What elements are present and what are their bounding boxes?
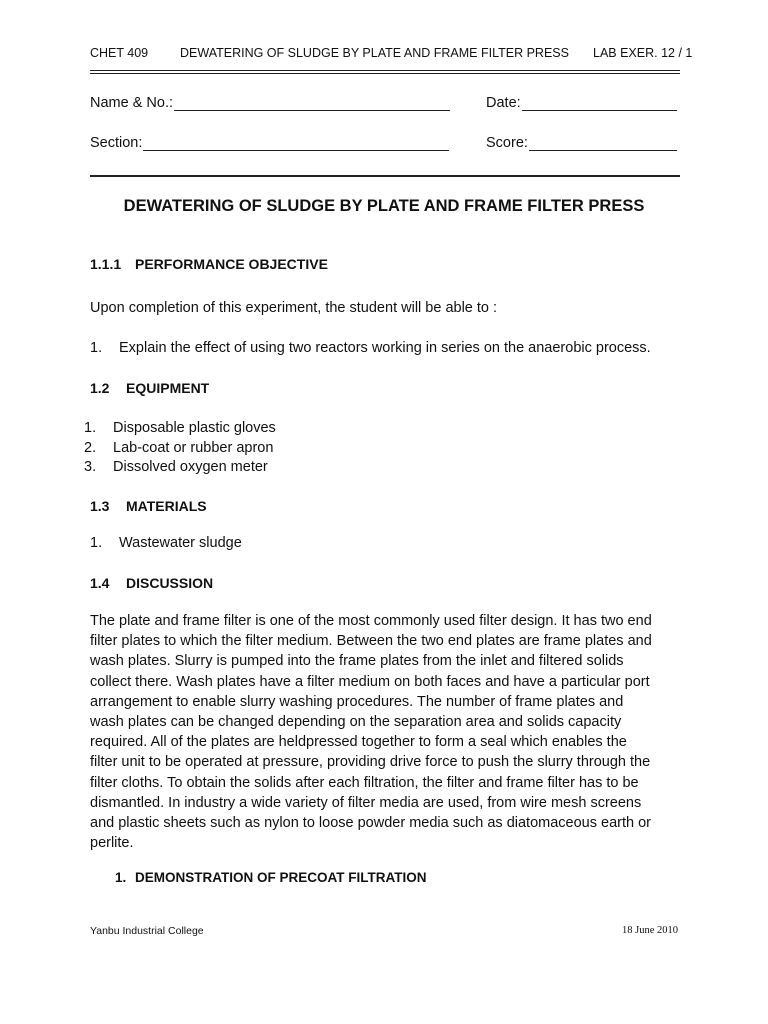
exercise-number: LAB EXER. 12 / 1	[593, 46, 693, 60]
course-code: CHET 409	[90, 46, 149, 60]
paragraph-line: filter cloths. To obtain the solids after each filtration, the filter and frame filter has to be	[90, 774, 639, 791]
list-number: 2.	[84, 440, 97, 456]
paragraph-line: The plate and frame filter is one of the most commonly used filter design. It has two end	[90, 613, 652, 629]
list-text: Wastewater sludge	[119, 535, 242, 551]
discussion-paragraph	[90, 611, 677, 853]
equipment-number: 1.2	[90, 380, 110, 396]
equipment-heading-text: EQUIPMENT	[126, 380, 210, 396]
paragraph-line: wash plates can be changed depending on the separation area and solids capacity	[90, 714, 622, 731]
paragraph-line: required. All of the plates are heldpressed together to form a seal which enables the	[90, 734, 627, 751]
name-label: Name & No.:	[90, 95, 173, 111]
section-field[interactable]	[90, 135, 449, 151]
list-number: 1.	[90, 340, 103, 356]
list-text: Explain the effect of using two reactors working in series on the anaerobic process.	[119, 340, 651, 356]
list-number: 1.	[84, 420, 97, 436]
date-label: Date:	[486, 95, 521, 111]
section-blank[interactable]	[143, 136, 449, 151]
materials-number: 1.3	[90, 498, 110, 514]
paragraph-line: collect there. Wash plates have a filter medium on both faces and have a particular port	[90, 673, 650, 690]
objective-intro: Upon completion of this experiment, the student will be able to :	[90, 300, 498, 316]
discussion-heading	[90, 575, 213, 591]
equipment-heading	[90, 380, 209, 396]
score-blank[interactable]	[529, 136, 677, 151]
materials-heading	[90, 498, 207, 514]
objective-number: 1.1.1	[90, 256, 122, 272]
paragraph-line: filter plates to which the filter medium. Between the two end plates are frame plates and	[90, 633, 652, 650]
section-label: Section:	[90, 135, 143, 151]
header-rule-top	[90, 70, 680, 71]
document-title: DEWATERING OF SLUDGE BY PLATE AND FRAME FILTER PRESS	[123, 197, 645, 215]
paragraph-line: wash plates. Slurry is pumped into the frame plates from the inlet and filtered solids	[90, 653, 624, 670]
paragraph-line: perlite.	[90, 835, 134, 852]
score-label: Score:	[486, 135, 528, 151]
objective-heading-text: PERFORMANCE OBJECTIVE	[135, 256, 328, 272]
demo-heading	[115, 870, 426, 885]
date-field[interactable]	[486, 95, 677, 111]
footer-institution: Yanbu Industrial College	[90, 925, 204, 937]
header-rule-bottom	[90, 73, 680, 74]
list-number: 3.	[84, 459, 97, 475]
paragraph-line: dismantled. In industry a wide variety of filter media are used, from wire mesh screens	[90, 794, 642, 811]
date-blank[interactable]	[522, 96, 677, 111]
paragraph-line: and plastic sheets such as nylon to loose powder media such as diatomaceous earth or	[90, 815, 651, 832]
list-text: Dissolved oxygen meter	[113, 459, 268, 475]
running-header	[90, 46, 693, 62]
discussion-number: 1.4	[90, 575, 110, 591]
list-text: Disposable plastic gloves	[113, 420, 276, 436]
list-text: Lab-coat or rubber apron	[113, 440, 274, 456]
name-blank[interactable]	[174, 96, 450, 111]
paragraph-line: arrangement to enable slurry washing procedures. The number of frame plates and	[90, 693, 624, 710]
footer-date: 18 June 2010	[622, 925, 678, 936]
score-field[interactable]	[486, 135, 677, 151]
objective-heading	[90, 256, 328, 272]
materials-heading-text: MATERIALS	[126, 498, 207, 514]
demo-number: 1.	[115, 870, 127, 885]
discussion-heading-text: DISCUSSION	[126, 575, 214, 591]
list-number: 1.	[90, 535, 103, 551]
header-title: DEWATERING OF SLUDGE BY PLATE AND FRAME FILTER PRESS	[180, 46, 569, 60]
form-rule	[90, 175, 680, 177]
demo-heading-text: DEMONSTRATION OF PRECOAT FILTRATION	[135, 870, 427, 885]
paragraph-line: filter unit to be operated at pressure, providing drive force to push the slurry through the	[90, 754, 651, 771]
name-field[interactable]	[90, 95, 450, 111]
